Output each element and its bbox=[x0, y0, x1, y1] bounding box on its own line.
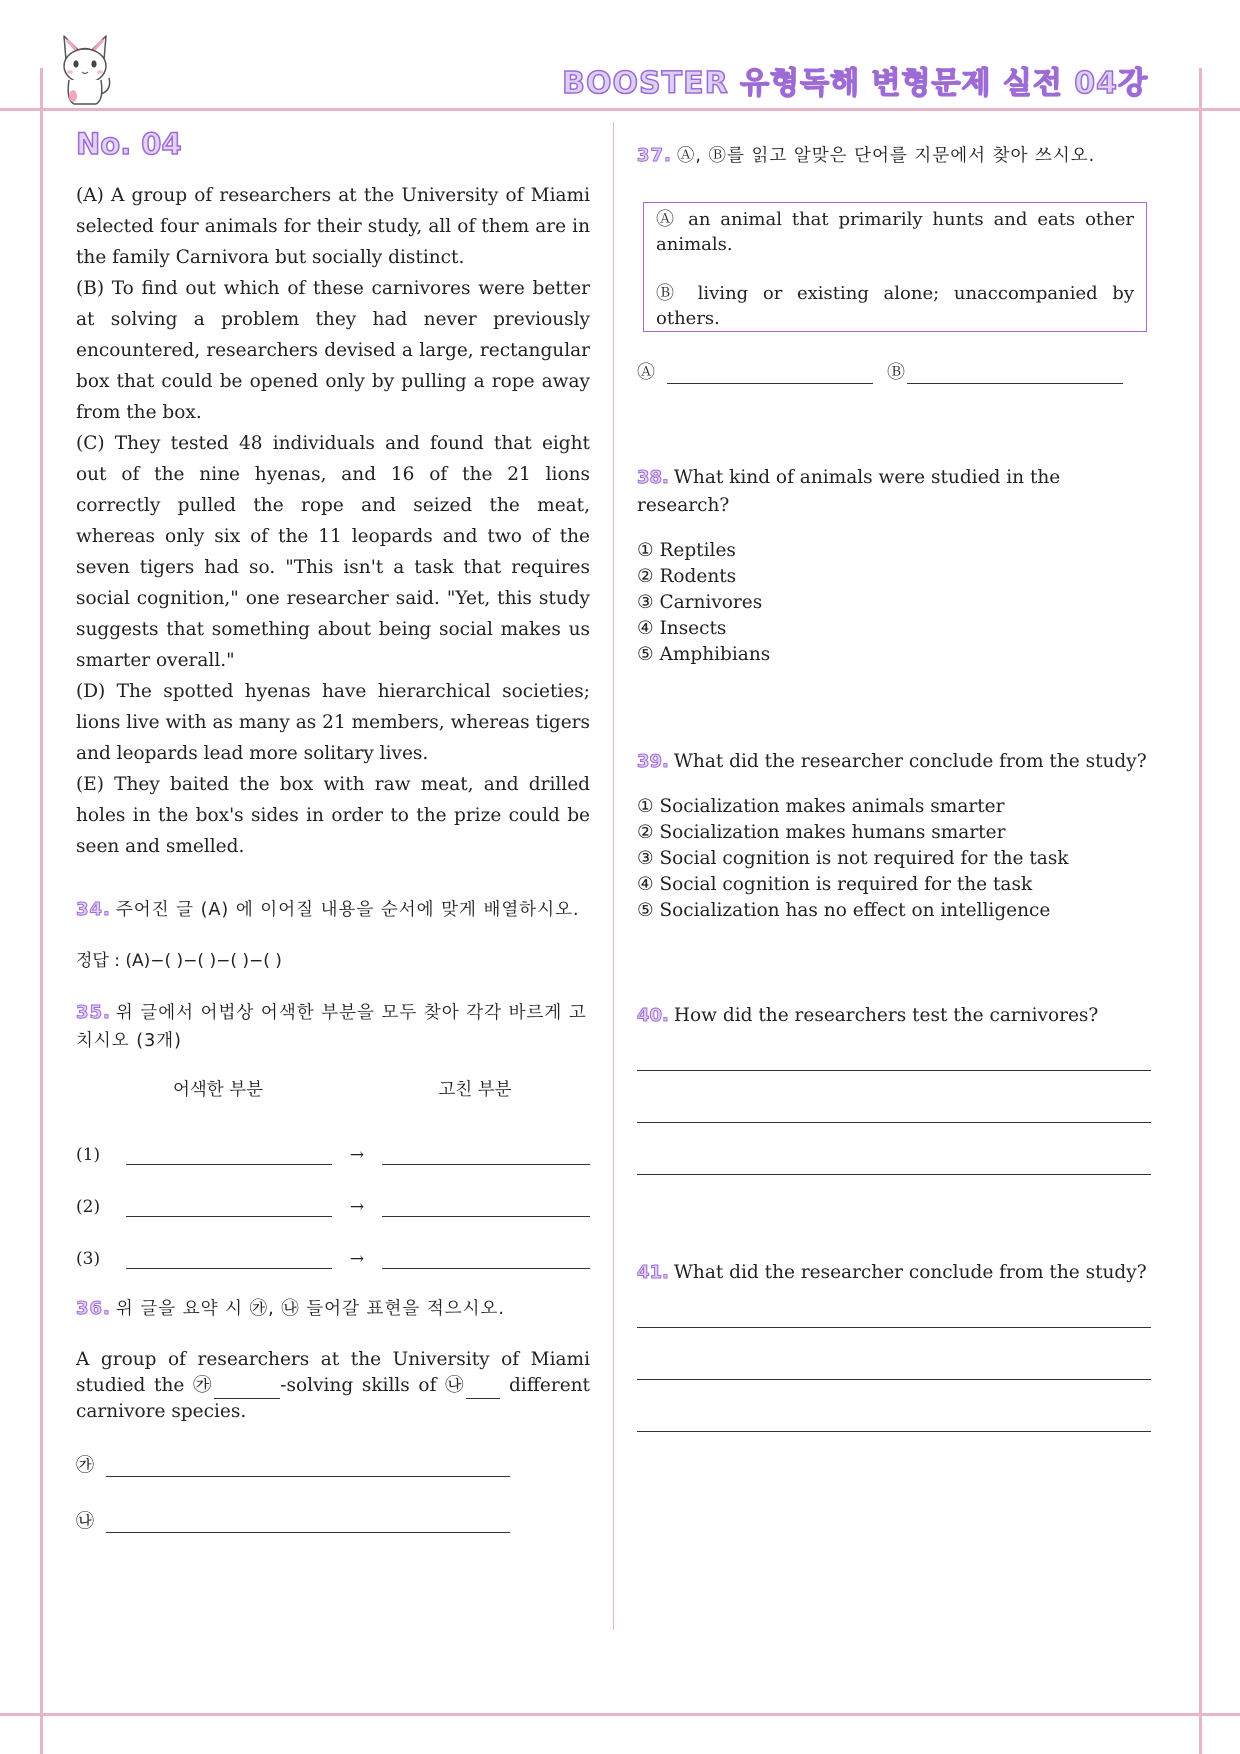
question-number: 39. bbox=[637, 751, 669, 772]
option[interactable]: ③ Social cognition is not required for the task bbox=[637, 848, 1069, 869]
question-35 bbox=[76, 999, 590, 1269]
question-38-prompt: What kind of animals were studied in the research? bbox=[637, 467, 1061, 516]
option[interactable]: ⑤ Socialization has no effect on intelligence bbox=[637, 900, 1051, 921]
answer-line[interactable] bbox=[637, 1071, 1151, 1123]
blank-b[interactable] bbox=[466, 1380, 500, 1399]
definition-a: Ⓐ an animal that primarily hunts and eats other animals. bbox=[656, 209, 1134, 255]
option[interactable]: ④ Insects bbox=[637, 618, 727, 639]
question-36 bbox=[76, 1295, 590, 1533]
cat-mascot-icon bbox=[54, 30, 116, 106]
options-list bbox=[637, 794, 1157, 924]
fixed-part-field[interactable] bbox=[382, 1196, 590, 1217]
passage-paragraph-b: (B) To find out which of these carnivores were better at solving a problem they had never previously encountered, researchers devised a large, rectangular box that could be opened only by pulling a rope away from the box. bbox=[76, 278, 590, 423]
answer-line[interactable] bbox=[637, 1123, 1151, 1175]
question-number: 36. bbox=[76, 1298, 111, 1319]
row-label: (2) bbox=[76, 1197, 101, 1217]
question-number: 38. bbox=[637, 467, 669, 488]
options-list bbox=[637, 538, 1157, 668]
answer-b-field[interactable] bbox=[106, 1512, 510, 1533]
arrow-icon: → bbox=[349, 1197, 365, 1217]
question-number: 35. bbox=[76, 1002, 111, 1023]
arrow-icon: → bbox=[349, 1249, 365, 1269]
question-41-prompt: What did the researcher conclude from the study? bbox=[673, 1262, 1147, 1283]
label-a: ㉮ bbox=[76, 1455, 94, 1476]
frame-top-border bbox=[0, 108, 1240, 111]
label-a: Ⓐ bbox=[637, 362, 655, 383]
column-divider bbox=[613, 122, 614, 1630]
passage-paragraph-d: (D) The spotted hyenas have hierarchical societies; lions live with as many as 21 members, whereas tigers and leopards lead more solitary lives. bbox=[76, 681, 590, 764]
arrow-icon: → bbox=[349, 1145, 365, 1165]
question-37 bbox=[637, 142, 1157, 384]
question-36-prompt: 위 글을 요약 시 ㉮, ㉯ 들어갈 표현을 적으시오. bbox=[115, 1299, 505, 1319]
correction-row bbox=[76, 1113, 590, 1165]
passage-paragraph-c: (C) They tested 48 individuals and found that eight out of the nine hyenas, and 16 of the 21 lions correctly pulled the rope and seized the meat, whereas only six of the 11 leopards and two of the seven tigers had so. "This isn't a task that requires social cognition," one researcher said. "Yet, this study suggests that something about being social makes us smarter overall." bbox=[76, 433, 590, 671]
question-number: 40. bbox=[637, 1005, 669, 1026]
wrong-part-field[interactable] bbox=[126, 1196, 332, 1217]
label-b: Ⓑ bbox=[887, 362, 905, 383]
answer-line[interactable] bbox=[637, 1030, 1151, 1071]
wrong-part-field[interactable] bbox=[126, 1248, 332, 1269]
option[interactable]: ④ Social cognition is required for the task bbox=[637, 874, 1033, 895]
question-38 bbox=[637, 464, 1157, 668]
column-header-wrong: 어색한 부분 bbox=[172, 1079, 264, 1100]
passage-paragraph-a: (A) A group of researchers at the University of Miami selected four animals for their study, all of them are in the family Carnivora but socially distinct. bbox=[76, 185, 590, 268]
question-40 bbox=[637, 1002, 1157, 1175]
frame-left-border bbox=[40, 68, 43, 1754]
question-34-prompt: 주어진 글 (A) 에 이어질 내용을 순서에 맞게 배열하시오. bbox=[115, 900, 580, 920]
left-column bbox=[76, 126, 590, 1533]
row-label: (1) bbox=[76, 1145, 101, 1165]
header-title: BOOSTER 유형독해 변형문제 실전 04강 bbox=[562, 66, 1148, 101]
question-39-prompt: What did the researcher conclude from the study? bbox=[673, 751, 1147, 772]
fixed-part-field[interactable] bbox=[382, 1248, 590, 1269]
question-number: 41. bbox=[637, 1262, 669, 1283]
label-b: ㉯ bbox=[76, 1511, 94, 1532]
question-34 bbox=[76, 896, 590, 971]
set-number: No. 04 bbox=[76, 127, 182, 161]
question-37-prompt: Ⓐ, Ⓑ를 읽고 알맞은 단어를 지문에서 찾아 쓰시오. bbox=[676, 146, 1096, 166]
answer-b-field[interactable] bbox=[907, 363, 1123, 384]
option[interactable]: ⑤ Amphibians bbox=[637, 644, 771, 665]
answer-a-field[interactable] bbox=[667, 363, 873, 384]
blank-a[interactable] bbox=[214, 1380, 280, 1399]
question-34-answer-field[interactable]: 정답 : (A)−( )−( )−( )−( ) bbox=[76, 951, 282, 971]
right-column bbox=[637, 142, 1157, 1432]
column-header-fixed: 고친 부분 bbox=[438, 1079, 512, 1100]
frame-bottom-border bbox=[0, 1713, 1240, 1716]
answer-line[interactable] bbox=[637, 1287, 1151, 1328]
answer-line[interactable] bbox=[637, 1328, 1151, 1380]
option[interactable]: ② Rodents bbox=[637, 566, 737, 587]
answer-line[interactable] bbox=[637, 1380, 1151, 1432]
question-39 bbox=[637, 748, 1157, 924]
option[interactable]: ③ Carnivores bbox=[637, 592, 763, 613]
passage-paragraph-e: (E) They baited the box with raw meat, and drilled holes in the box's sides in order to the prize could be seen and smelled. bbox=[76, 774, 590, 857]
wrong-part-field[interactable] bbox=[126, 1144, 332, 1165]
definition-box bbox=[643, 202, 1147, 332]
correction-row bbox=[76, 1217, 590, 1269]
row-label: (3) bbox=[76, 1249, 101, 1269]
option[interactable]: ① Socialization makes animals smarter bbox=[637, 796, 1005, 817]
summary-text: A group of researchers at the University of Miami studied the ㉮ -solving skills of ㉯ different carnivore species. bbox=[76, 1349, 590, 1422]
question-41 bbox=[637, 1259, 1157, 1432]
question-number: 37. bbox=[637, 145, 672, 166]
passage bbox=[76, 180, 590, 862]
answer-a-field[interactable] bbox=[106, 1456, 510, 1477]
correction-row bbox=[76, 1165, 590, 1217]
question-40-prompt: How did the researchers test the carnivores? bbox=[673, 1005, 1099, 1026]
question-35-prompt: 위 글에서 어법상 어색한 부분을 모두 찾아 각각 바르게 고치시오 (3개) bbox=[76, 1003, 587, 1051]
question-number: 34. bbox=[76, 899, 111, 920]
definition-b: Ⓑ living or existing alone; unaccompanied by others. bbox=[656, 283, 1134, 329]
option[interactable]: ② Socialization makes humans smarter bbox=[637, 822, 1006, 843]
fixed-part-field[interactable] bbox=[382, 1144, 590, 1165]
frame-right-border bbox=[1199, 68, 1202, 1754]
option[interactable]: ① Reptiles bbox=[637, 540, 736, 561]
